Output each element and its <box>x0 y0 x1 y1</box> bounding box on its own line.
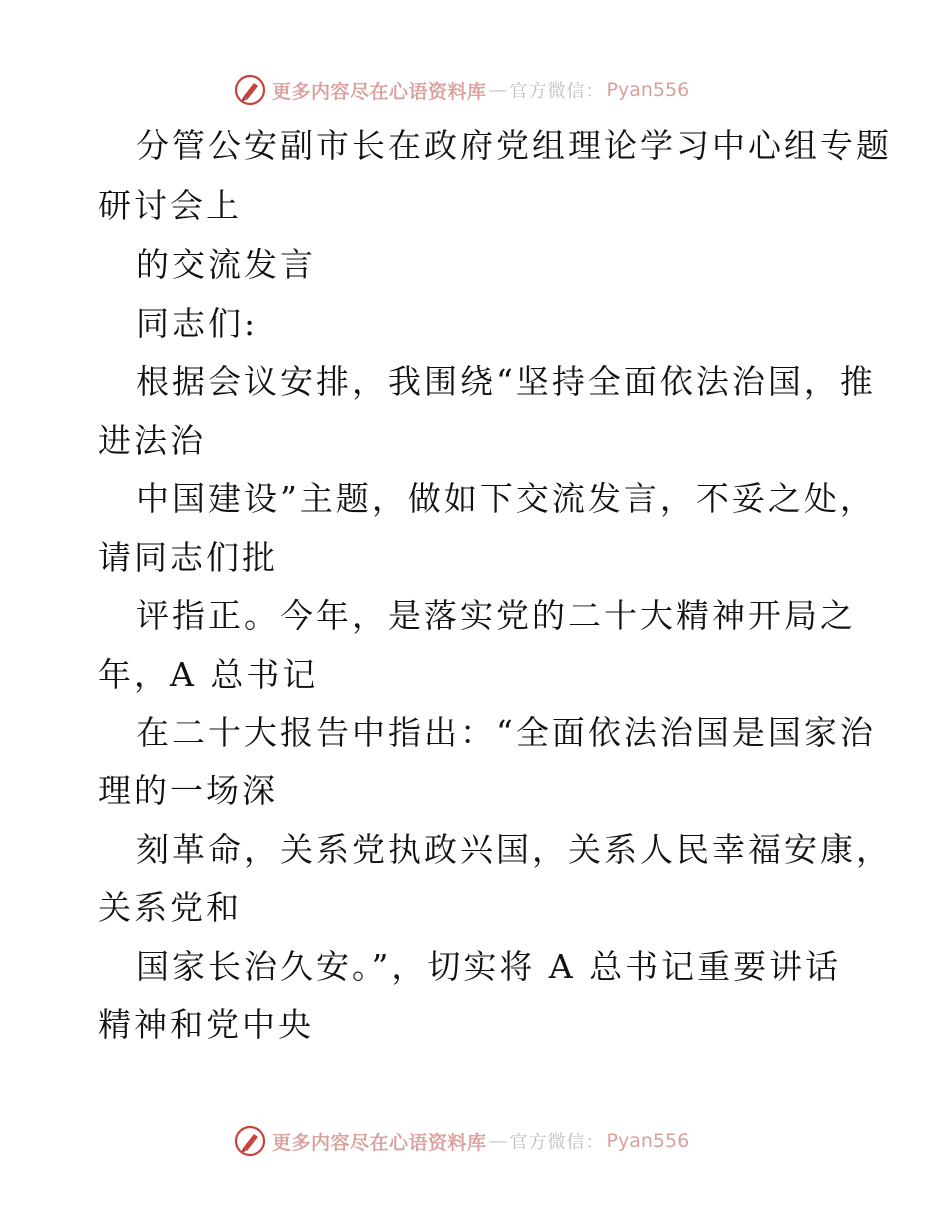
header-watermark <box>234 73 689 107</box>
watermark-text: 更多内容尽在心语资料库 <box>272 80 487 103</box>
document-line: 关系党和 <box>98 888 242 927</box>
document-line: 研讨会上 <box>98 186 242 225</box>
pen-logo-icon <box>234 1125 266 1157</box>
pen-logo-icon <box>234 74 266 106</box>
document-line: 理的一场深 <box>98 771 278 810</box>
document-line: 同志们: <box>136 304 259 343</box>
watermark-text: 更多内容尽在心语资料库 <box>272 1131 487 1154</box>
document-line: 在二十大报告中指出：“全面依法治国是国家治 <box>136 713 876 752</box>
document-line: 中国建设”主题，做如下交流发言，不妥之处， <box>136 479 876 518</box>
watermark-wechat-id: Pyan556 <box>606 1130 690 1152</box>
document-line: 请同志们批 <box>98 538 278 577</box>
document-line: 的交流发言 <box>136 245 316 284</box>
document-line: 刻革命，关系党执政兴国，关系人民幸福安康， <box>136 830 892 869</box>
watermark-wechat-label: 官方微信： <box>509 1132 605 1153</box>
document-line: 年，A 总书记 <box>98 655 319 694</box>
document-line: 根据会议安排，我围绕“坚持全面依法治国，推 <box>136 362 876 401</box>
footer-watermark <box>234 1124 689 1158</box>
watermark-dash: — <box>488 1130 508 1152</box>
document-line: 分管公安副市长在政府党组理论学习中心组专题 <box>136 126 892 165</box>
watermark-dash: — <box>488 79 508 101</box>
document-line: 国家长治久安。”，切实将 A 总书记重要讲话 <box>136 947 842 986</box>
watermark-wechat-label: 官方微信： <box>509 81 605 102</box>
document-line: 评指正。今年，是落实党的二十大精神开局之 <box>136 596 856 635</box>
document-line: 精神和党中央 <box>98 1005 314 1044</box>
document-line: 进法治 <box>98 421 206 460</box>
watermark-wechat-id: Pyan556 <box>606 79 690 101</box>
